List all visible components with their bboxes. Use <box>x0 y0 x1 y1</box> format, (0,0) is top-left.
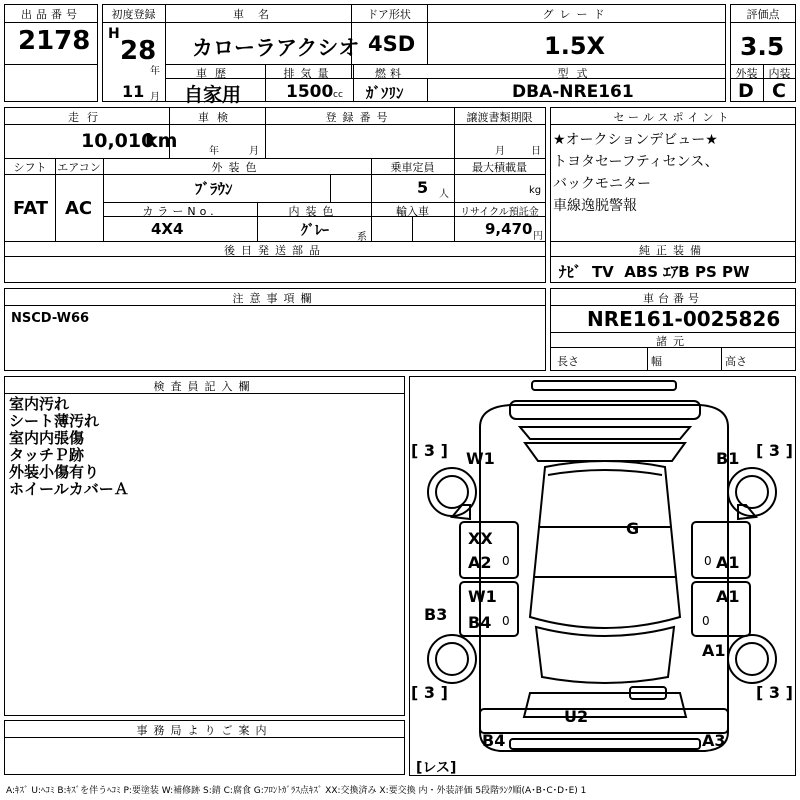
recycle: 9,470 <box>485 220 533 238</box>
ext-color-label: 外装色 <box>211 161 263 174</box>
import-label: 輸入車 <box>396 205 429 218</box>
sales-point-line: バックモニター <box>553 176 651 192</box>
displacement-unit: cc <box>333 90 343 100</box>
zero-mark: 0 <box>502 614 510 628</box>
sales-point-line: ★オークションデビュー★ <box>553 132 718 148</box>
sales-points-panel <box>550 107 796 283</box>
damage-b1-front: B1 <box>716 449 740 468</box>
legend: A:ｷｽﾞ U:ﾍｺﾐ B:ｷｽﾞを伴うﾍｺﾐ P:要塗装 W:補修跡 S:錆 C:腐食 G:ﾌﾛﾝﾄｶﾞﾗｽ点ｷｽﾞ XX:交換済み X:要交換 内・外装評価 5段階ﾗﾝｸ順(A･B･C･D･E) 1 <box>6 786 587 796</box>
history: 自家用 <box>184 84 242 106</box>
damage-u2: U2 <box>564 707 589 726</box>
height-label: 高さ <box>725 355 747 368</box>
later-parts-label: 後日発送部品 <box>224 244 326 257</box>
history-label: 車歴 <box>196 67 234 80</box>
damage-map <box>409 376 796 776</box>
spare-tire: [レス] <box>416 760 457 776</box>
damage-w1-rear-door: W1 <box>468 587 497 606</box>
model-label: 型式 <box>557 67 596 80</box>
inspection-year-unit: 年 <box>209 146 219 157</box>
sales-points-text <box>553 129 719 217</box>
notes-label: 注意事項欄 <box>232 292 318 305</box>
model: DBA-NRE161 <box>512 82 634 102</box>
shift-label: シフト <box>13 161 47 174</box>
equipment-items: ﾅﾋﾞ TV ABS ｴｱB PS PW <box>559 263 750 281</box>
grade-label: グレード <box>542 8 611 21</box>
damage-a1-rear-quarter: A1 <box>702 641 726 660</box>
max-load-unit: kg <box>529 185 542 196</box>
sales-point-line: トヨタセーフティセンス、 <box>553 154 719 170</box>
tire-rear-right: [ 3 ] <box>756 683 793 702</box>
reg-no-label: 登録番号 <box>325 111 394 124</box>
transfer-label: 譲渡書類期限 <box>466 111 533 124</box>
era: H <box>108 26 120 42</box>
damage-xx: XX <box>468 529 493 548</box>
lot-no-label: 出品番号 <box>21 8 81 21</box>
header-panel <box>4 4 796 106</box>
sales-point-line: 車線逸脱警報 <box>553 198 637 214</box>
capacity-label: 乗車定員 <box>390 161 435 174</box>
inspector-line: シート薄汚れ <box>9 412 100 430</box>
damage-g-windshield: G <box>626 519 640 538</box>
max-load-label: 最大積載量 <box>472 161 527 174</box>
color-no-label: カラーNo. <box>142 205 218 218</box>
transfer-month-unit: 月 <box>495 146 505 157</box>
notes-panel <box>4 288 546 371</box>
damage-w1-front: W1 <box>466 449 495 468</box>
first-reg-month: 11 <box>122 82 145 101</box>
capacity-unit: 人 <box>439 189 449 200</box>
zero-mark: 0 <box>502 554 510 568</box>
inspector-line: ホイールカバーＡ <box>9 480 129 498</box>
int-color-label: 内装色 <box>288 205 340 218</box>
exterior-label: 外装 <box>735 67 758 80</box>
color-no: 4X4 <box>151 220 184 238</box>
mileage-label: 走行 <box>68 111 106 124</box>
recycle-label: リサイクル預託金 <box>460 207 539 218</box>
month-unit: 月 <box>150 92 160 103</box>
ext-color: ﾌﾞﾗｳﾝ <box>195 180 233 198</box>
damage-a2: A2 <box>468 553 492 572</box>
width-label: 幅 <box>651 355 662 368</box>
int-color-unit: 系 <box>357 232 367 243</box>
shift: FAT <box>13 198 49 219</box>
damage-b4-rear: B4 <box>482 731 506 750</box>
damage-b4-rear-door: B4 <box>468 613 492 632</box>
inspection-label: 車検 <box>198 111 236 124</box>
inspector-line: タッチＰ跡 <box>9 446 85 464</box>
length-label: 長さ <box>557 355 579 368</box>
door-label: ドア形状 <box>367 8 411 21</box>
tire-rear-left: [ 3 ] <box>411 683 448 702</box>
interior-grade: C <box>772 80 786 102</box>
tire-front-right: [ 3 ] <box>756 441 793 460</box>
zero-mark: 0 <box>702 614 710 628</box>
inspection-month-unit: 月 <box>249 146 259 157</box>
details-panel <box>4 107 546 283</box>
inspector-line: 外装小傷有り <box>9 463 100 481</box>
score-label: 評価点 <box>746 8 780 21</box>
fuel: ｶﾞｿﾘﾝ <box>366 84 404 102</box>
specs-label: 諸元 <box>656 335 690 348</box>
inspector-panel <box>4 376 405 716</box>
transfer-day-unit: 日 <box>531 146 541 157</box>
inspector-notes <box>9 396 129 498</box>
int-color: ｸﾞﾚｰ <box>301 223 329 239</box>
damage-a1-right-rear-door: A1 <box>716 587 740 606</box>
office-panel <box>4 720 405 775</box>
fuel-label: 燃料 <box>375 67 405 80</box>
car-name-label: 車名 <box>233 8 283 21</box>
grade: 1.5X <box>544 32 606 60</box>
interior-label: 内装 <box>768 67 791 80</box>
displacement-label: 排気量 <box>283 67 335 80</box>
ac-label: エアコン <box>57 161 101 174</box>
car-outline <box>410 377 795 775</box>
exterior-grade: D <box>738 80 754 102</box>
office-label: 事務局よりご案内 <box>136 724 273 737</box>
capacity: 5 <box>417 178 429 197</box>
lot-no: 2178 <box>18 26 91 56</box>
chassis-number: NRE161-0025826 <box>587 307 781 331</box>
damage-a3-rear: A3 <box>702 731 726 750</box>
first-reg-label: 初度登録 <box>111 8 156 21</box>
inspector-line: 室内汚れ <box>9 395 70 413</box>
door: 4SD <box>368 32 416 56</box>
chassis-panel <box>550 288 796 371</box>
score: 3.5 <box>740 32 785 61</box>
sales-points-label: セールスポイント <box>613 111 733 124</box>
zero-mark: 0 <box>704 554 712 568</box>
displacement: 1500 <box>286 82 334 102</box>
first-reg-year: 28 <box>120 36 157 66</box>
recycle-unit: 円 <box>533 231 543 242</box>
car-name: カローラアクシオ <box>192 36 360 60</box>
notes-text: NSCD-W66 <box>11 311 90 326</box>
equipment-label: 純正装備 <box>639 244 707 257</box>
inspector-line: 室内内張傷 <box>9 429 85 447</box>
inspector-label: 検査員記入欄 <box>153 380 256 393</box>
damage-b3: B3 <box>424 605 448 624</box>
ac: AC <box>65 198 93 219</box>
mileage-unit: km <box>145 130 178 152</box>
year-unit: 年 <box>150 66 160 77</box>
damage-a1-right-front-door: A1 <box>716 553 740 572</box>
tire-front-left: [ 3 ] <box>411 441 448 460</box>
mileage: 10,010 <box>81 130 155 152</box>
chassis-label: 車台番号 <box>643 292 703 305</box>
